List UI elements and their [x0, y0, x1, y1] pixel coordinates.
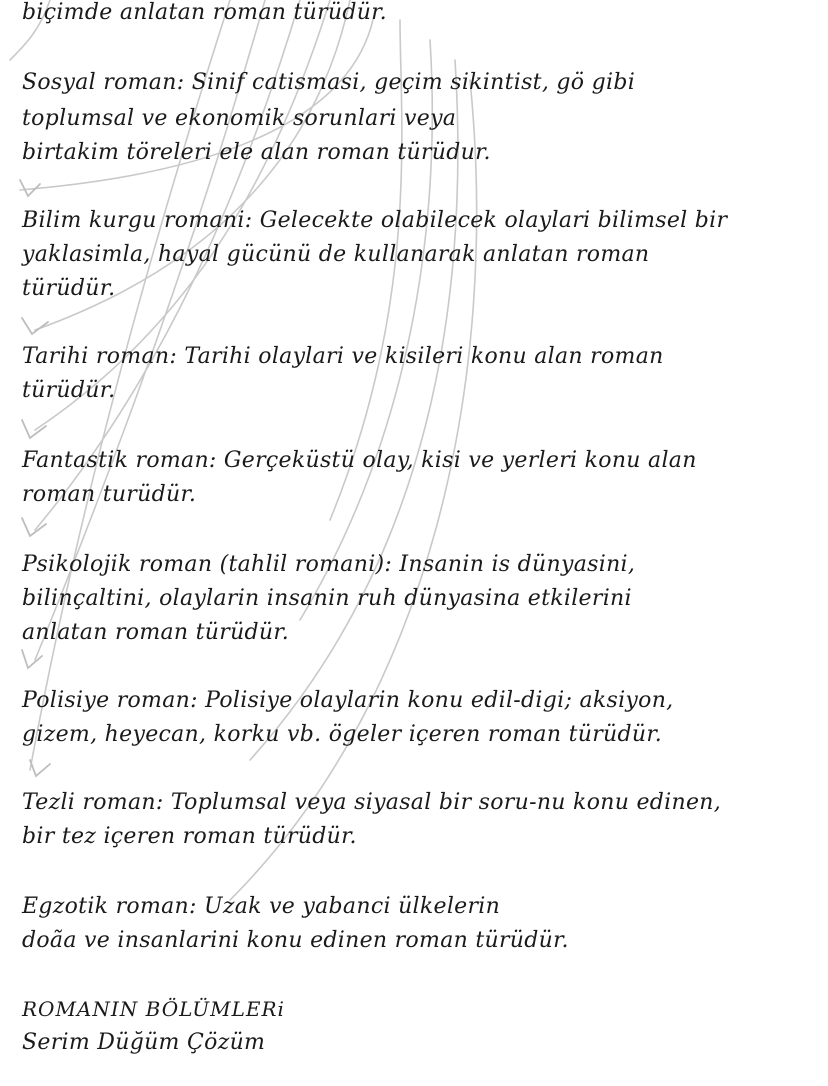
romanin-bolumleri-items: Serim Düğüm Çözüm: [22, 1030, 266, 1055]
psikolojik-roman-line-3: anlatan roman türüdür.: [22, 620, 290, 645]
intro-tail-line: biçimde anlatan roman türüdür.: [22, 0, 387, 25]
tezli-roman-line-1: Tezli roman: Toplumsal veya siyasal bir soru-nu konu edinen,: [22, 790, 722, 815]
tarihi-roman-line-2: türüdür.: [22, 378, 116, 403]
fantastik-roman-line-1: Fantastik roman: Gerçeküstü olay, kisi ve yerleri konu alan: [22, 448, 697, 473]
sosyal-roman-line-1: Sosyal roman: Sinif catismasi, geçim sikintist, gö gibi: [22, 70, 636, 95]
romanin-bolumleri-heading: ROMANIN BÖLÜMLERi: [22, 997, 285, 1021]
sosyal-roman-line-3: birtakim töreleri ele alan roman türüdur.: [22, 140, 491, 165]
sosyal-roman-line-2: toplumsal ve ekonomik sorunlari veya: [22, 106, 457, 131]
bilim-kurgu-line-2: yaklasimla, hayal gücünü de kullanarak anlatan roman: [22, 242, 650, 267]
psikolojik-roman-line-1: Psikolojik roman (tahlil romani): Insanin is dünyasini,: [22, 552, 636, 577]
polisiye-roman-line-2: gizem, heyecan, korku vb. ögeler içeren roman türüdür.: [22, 722, 663, 747]
fantastik-roman-line-2: roman turüdür.: [22, 482, 197, 507]
polisiye-roman-line-1: Polisiye roman: Polisiye olaylarin konu edil-digi; aksiyon,: [22, 688, 674, 713]
egzotik-roman-line-1: Egzotik roman: Uzak ve yabanci ülkelerin: [22, 894, 501, 919]
bilim-kurgu-line-3: türüdür.: [22, 276, 116, 301]
egzotik-roman-line-2: doãa ve insanlarini konu edinen roman türüdür.: [22, 928, 569, 953]
tarihi-roman-line-1: Tarihi roman: Tarihi olaylari ve kisileri konu alan roman: [22, 344, 664, 369]
psikolojik-roman-line-2: bilinçaltini, olaylarin insanin ruh dünyasina etkilerini: [22, 586, 632, 611]
tezli-roman-line-2: bir tez içeren roman türüdür.: [22, 824, 357, 849]
bilim-kurgu-line-1: Bilim kurgu romani: Gelecekte olabilecek olaylari bilimsel bir: [22, 208, 728, 233]
